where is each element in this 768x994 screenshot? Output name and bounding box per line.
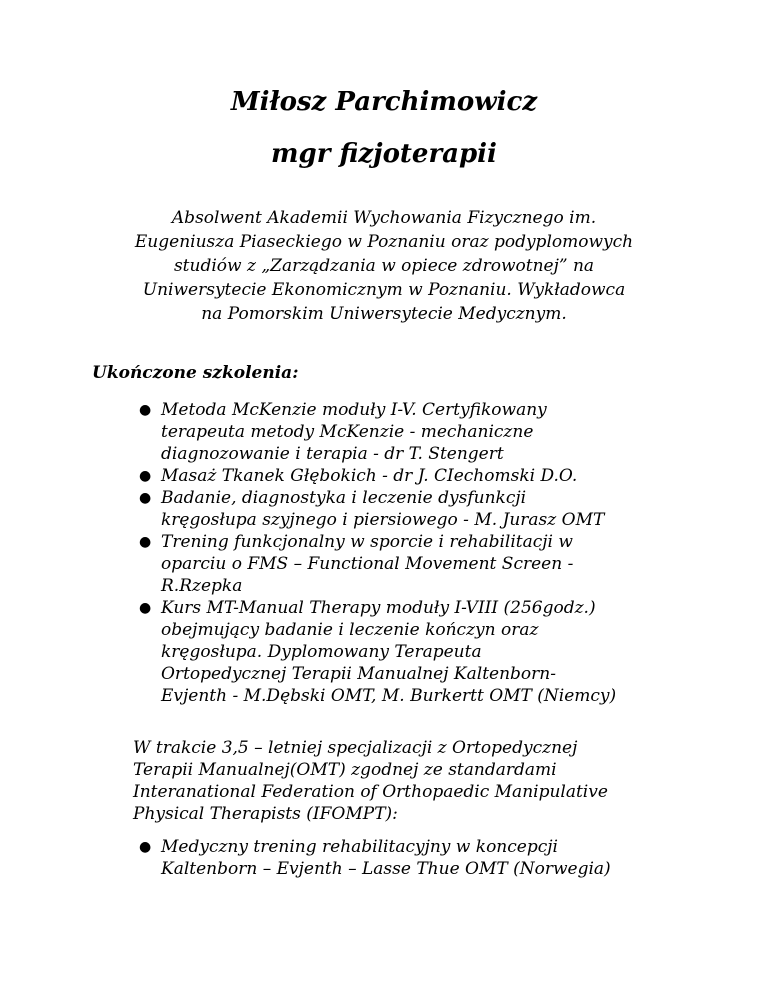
item-line: Kurs MT-Manual Therapy moduły I-VIII (256godz.) — [161, 598, 596, 618]
paragraph-line: Physical Therapists (IFOMPT): — [133, 804, 398, 824]
academic-degree: mgr fizjoterapii — [271, 139, 497, 169]
item-line: Masaż Tkanek Głębokich - dr J. CIechomski D.O. — [161, 466, 578, 486]
item-line: obejmujący badanie i leczenie kończyn oraz — [161, 620, 539, 640]
paragraph-line: Terapii Manualnej(OMT) zgodnej ze standardami — [133, 760, 557, 780]
item-line: Evjenth - M.Dębski OMT, M. Burkertt OMT (Niemcy) — [161, 686, 617, 706]
list-item — [0, 399, 768, 465]
person-name: Miłosz Parchimowicz — [230, 87, 538, 117]
bio-paragraph — [80, 206, 688, 326]
list-item — [0, 487, 768, 531]
item-line: terapeuta metody McKenzie - mechaniczne — [161, 422, 534, 442]
list-item — [0, 531, 768, 597]
bio-line: Absolwent Akademii Wychowania Fizycznego im. — [171, 208, 597, 228]
bio-line: Uniwersytecie Ekonomicznym w Poznaniu. Wykładowca — [142, 280, 626, 300]
paragraph-line: Interanational Federation of Orthopaedic Manipulative — [133, 782, 608, 802]
trainings-list — [0, 399, 768, 707]
item-line: R.Rzepka — [161, 576, 243, 596]
item-line: Badanie, diagnostyka i leczenie dysfunkcji — [161, 488, 527, 508]
list-item — [0, 836, 768, 880]
item-line: oparciu o FMS – Functional Movement Screen - — [161, 554, 574, 574]
bio-line: studiów z „Zarządzania w opiece zdrowotnej” na — [173, 256, 595, 276]
item-line: kręgosłupa. Dyplomowany Terapeuta — [161, 642, 482, 662]
item-line: Medyczny trening rehabilitacyjny w koncepcji — [161, 837, 558, 857]
item-line: Kaltenborn – Evjenth – Lasse Thue OMT (Norwegia) — [161, 859, 611, 879]
bio-line: Eugeniusza Piaseckiego w Poznaniu oraz podyplomowych — [134, 232, 634, 252]
bullet-icon: ● — [139, 402, 152, 418]
item-line: diagnozowanie i terapia - dr T. Stengert — [161, 444, 504, 464]
bullet-icon: ● — [139, 534, 152, 550]
list-item — [0, 465, 768, 487]
trainings-heading: Ukończone szkolenia: — [92, 363, 299, 383]
paragraph-line: W trakcie 3,5 – letniej specjalizacji z Ortopedycznej — [133, 738, 578, 758]
specialization-paragraph — [133, 737, 733, 825]
bullet-icon: ● — [139, 468, 152, 484]
specialization-list — [0, 836, 768, 880]
list-item — [0, 597, 768, 707]
bullet-icon: ● — [139, 490, 152, 506]
bullet-icon: ● — [139, 600, 152, 616]
item-line: Ortopedycznej Terapii Manualnej Kaltenborn- — [161, 664, 556, 684]
item-line: Trening funkcjonalny w sporcie i rehabilitacji w — [161, 532, 573, 552]
bio-line: na Pomorskim Uniwersytecie Medycznym. — [201, 304, 567, 324]
item-line: Metoda McKenzie moduły I-V. Certyfikowany — [161, 400, 547, 420]
bullet-icon: ● — [139, 839, 152, 855]
item-line: kręgosłupa szyjnego i piersiowego - M. Jurasz OMT — [161, 510, 605, 530]
